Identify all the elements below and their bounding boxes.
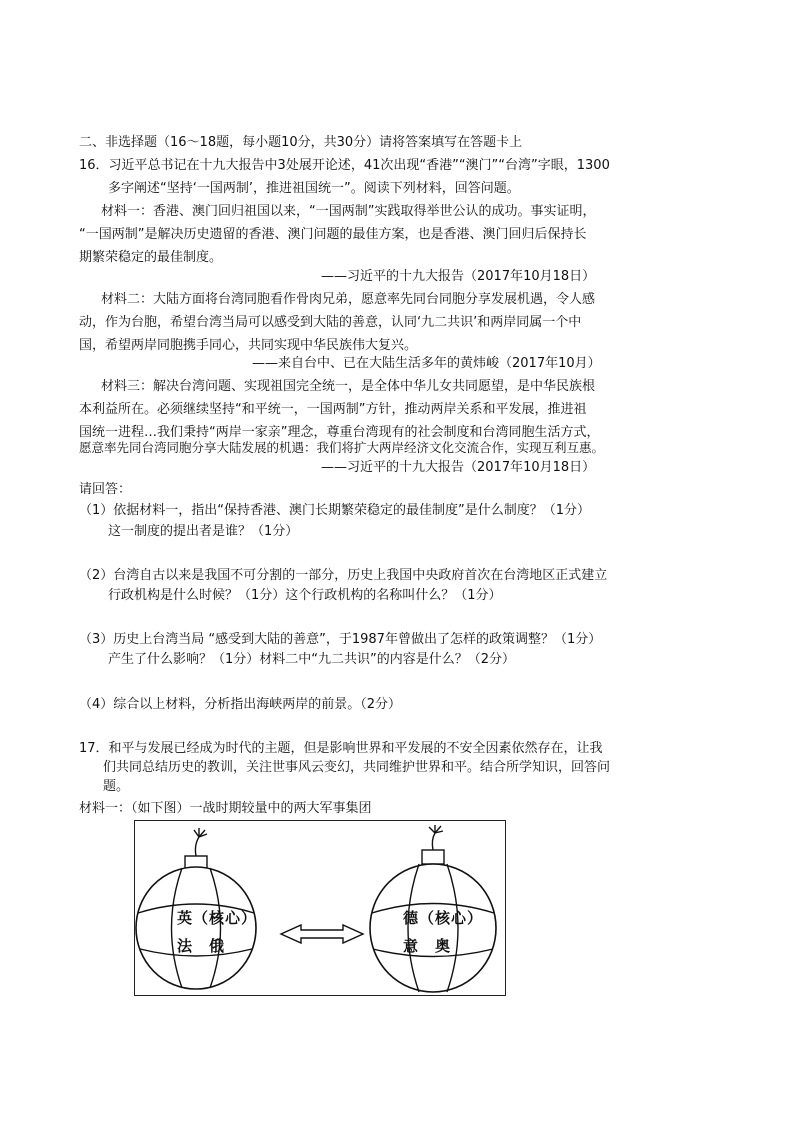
left-bloc-line-2: 法 俄 <box>177 937 226 955</box>
q16-material-1-source: ——习近平的十九大报告（2017年10月18日） <box>321 269 596 284</box>
q16-material-2-line-1: 材料二：大陆方面将台湾同胞看作骨肉兄弟，愿意率先同台同胞分享发展机遇，令人感 <box>101 292 596 307</box>
q16-sub-1-line-2: 这一制度的提出者是谁？（1分） <box>108 524 299 539</box>
right-bloc-line-1: 德（核心） <box>403 909 484 927</box>
q16-sub-3-line-2: 产生了什么影响？（1分）材料二中“九二共识”的内容是什么？（2分） <box>108 652 516 667</box>
q16-sub-1-line-1: （1）依据材料一，指出“保持香港、澳门长期繁荣稳定的最佳制度”是什么制度？（1分） <box>79 503 591 518</box>
section-header: 二、非选择题（16～18题，每小题10分，共30分）请将答案填写在答题卡上 <box>79 135 523 150</box>
q16-material-3-line-1: 材料三：解决台湾问题、实现祖国完全统一，是全体中华儿女共同愿望，是中华民族根 <box>101 379 596 394</box>
q16-material-3-source: ——习近平的十九大报告（2017年10月18日） <box>321 460 596 475</box>
q16-material-1-line-2: “一国两制”是解决历史遗留的香港、澳门问题的最佳方案，也是香港、澳门回归后保持长 <box>79 227 587 242</box>
q16-material-1-line-3: 期繁荣稳定的最佳制度。 <box>79 250 223 265</box>
q16-material-3-line-4: 愿意率先同台湾同胞分享大陆发展的机遇：我们将扩大两岸经济文化交流合作，实现互利互惠。 <box>79 440 605 455</box>
q16-material-2-line-2: 动，作为台胞，希望台湾当局可以感受到大陆的善意，认同‘九二共识’和两岸同属一个中 <box>79 315 582 330</box>
q16-sub-3-line-1: （3）历史上台湾当局 “感受到大陆的善意”，于1987年曾做出了怎样的政策调整？（1分） <box>79 632 602 647</box>
right-bloc-line-2: 意 奥 <box>403 937 452 955</box>
q16-intro-line-2: 多字阐述“坚持‘一国两制’，推进祖国统一”。阅读下列材料，回答问题。 <box>108 181 520 196</box>
q16-sub-2-line-1: （2）台湾自古以来是我国不可分割的一部分，历史上我国中央政府首次在台湾地区正式建立 <box>79 568 608 583</box>
q16-sub-2-line-2: 行政机构是什么时候？（1分）这个行政机构的名称叫什么？（1分） <box>108 588 502 603</box>
q16-material-3-line-3: 国统一进程…我们秉持“两岸一家亲”理念，尊重台湾现有的社会制度和台湾同胞生活方式， <box>79 425 600 440</box>
double-arrow-icon <box>281 925 363 943</box>
q16-material-1-line-1: 材料一：香港、澳门回归祖国以来，“一国两制”实践取得举世公认的成功。事实证明， <box>101 204 596 219</box>
q17-intro-line-2: 们共同总结历史的教训，关注世事风云变幻，共同维护世界和平。结合所学知识，回答问 <box>103 760 611 775</box>
q17-intro-line-3: 题。 <box>103 779 130 794</box>
q16-ask: 请回答： <box>79 482 132 497</box>
q16-material-2-source: ——来自台中、已在大陆生活多年的黄炜峻（2017年10月） <box>252 356 601 371</box>
q17-material-1-caption: 材料一：（如下图）一战时期较量中的两大军事集团 <box>79 801 372 816</box>
q16-sub-4: （4）综合以上材料，分析指出海峡两岸的前景。（2分） <box>79 697 402 712</box>
q16-material-3-line-2: 本利益所在。必须继续坚持“和平统一，一国两制”方针，推动两岸关系和平发展，推进祖 <box>79 402 587 417</box>
q16-intro-line-1: 16．习近平总书记在十九大报告中3处展开论述，41次出现“香港”“澳门”“台湾”字眼，1300 <box>79 158 610 173</box>
military-blocs-figure <box>134 820 506 996</box>
q17-intro-line-1: 17．和平与发展已经成为时代的主题，但是影响世界和平发展的不安全因素依然存在，让我 <box>79 741 603 756</box>
q16-material-2-line-3: 国，希望两岸同胞携手同心，共同实现中华民族伟大复兴。 <box>79 338 418 353</box>
left-bloc-line-1: 英（核心） <box>177 909 258 927</box>
